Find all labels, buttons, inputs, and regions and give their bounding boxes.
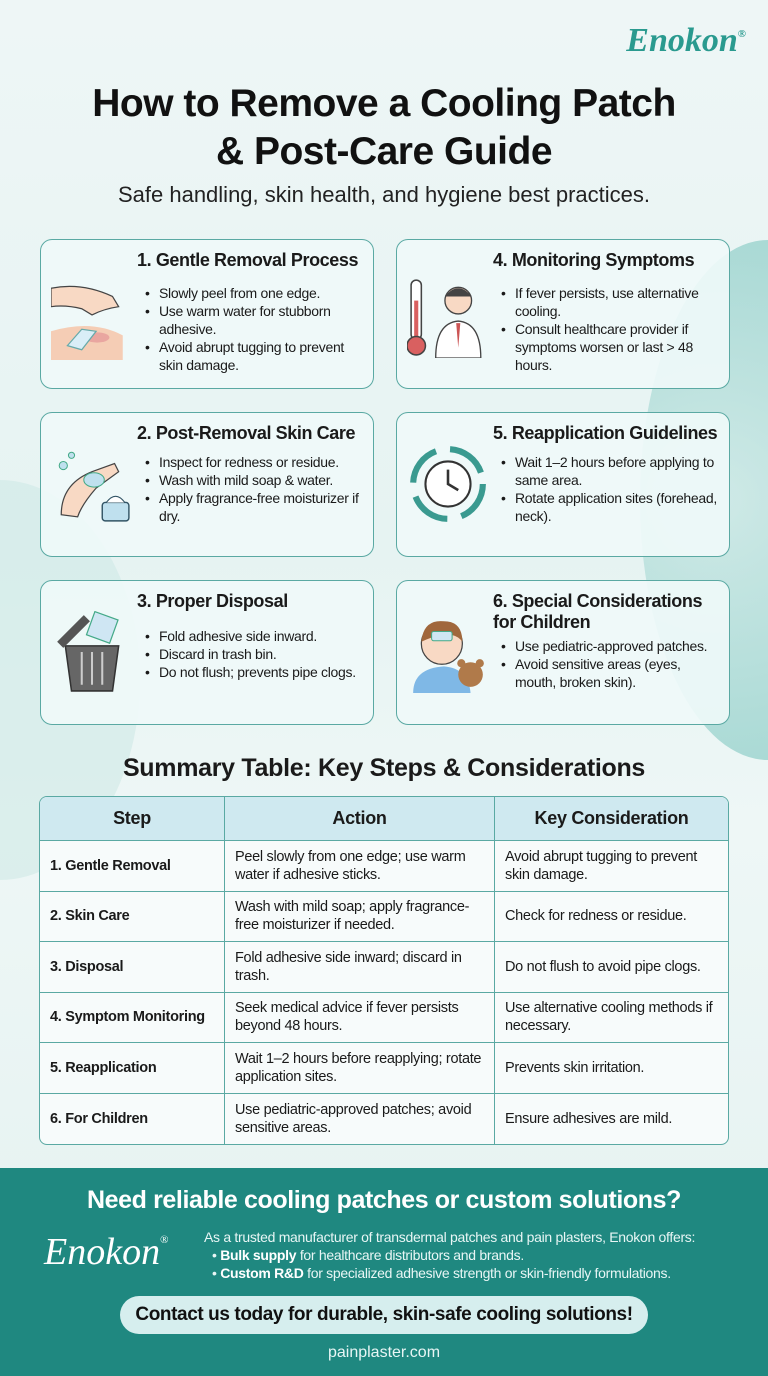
cell-action: Peel slowly from one edge; use warm water if adhesive sticks.: [225, 841, 495, 892]
table-row: [40, 942, 728, 993]
card-reapplication: [396, 412, 730, 557]
card-gentle-removal: [40, 239, 374, 389]
table-row: [40, 841, 728, 892]
bullet: • Avoid sensitive areas (eyes, mouth, broken skin).: [501, 655, 721, 691]
page-title: How to Remove a Cooling Patch & Post-Care Guide: [92, 82, 676, 173]
cell-consideration: Use alternative cooling methods if necessary.: [495, 993, 728, 1044]
cell-action: Seek medical advice if fever persists beyond 48 hours.: [225, 993, 495, 1044]
cell-consideration: Prevents skin irritation.: [495, 1043, 728, 1094]
cell-consideration: Check for redness or residue.: [495, 892, 728, 943]
footer-banner: [0, 1168, 768, 1376]
cell-step: 6. For Children: [40, 1094, 225, 1145]
card-title: 3. Proper Disposal: [137, 591, 288, 611]
bullet: • Discard in trash bin.: [145, 645, 365, 663]
summary-table: [39, 796, 729, 1145]
column-header: Key Consideration: [495, 797, 728, 841]
column-header: Step: [40, 797, 225, 841]
column-header: Action: [225, 797, 495, 841]
cell-action: Use pediatric-approved patches; avoid sensitive areas.: [225, 1094, 495, 1145]
hand-washing-icon: [51, 443, 133, 525]
bullet: • Use pediatric-approved patches.: [501, 637, 721, 655]
thermometer-doctor-icon: [407, 276, 489, 358]
card-children: [396, 580, 730, 725]
card-monitoring: [396, 239, 730, 389]
website-link[interactable]: painplaster.com: [327, 1344, 441, 1361]
card-skin-care: [40, 412, 374, 557]
bullet: • Wash with mild soap & water.: [145, 471, 365, 489]
cell-consideration: Do not flush to avoid pipe clogs.: [495, 942, 728, 993]
cell-consideration: Ensure adhesives are mild.: [505, 1110, 673, 1127]
card-title: 4. Monitoring Symptoms: [493, 250, 695, 270]
cell-consideration: Avoid abrupt tugging to prevent skin damage.: [495, 841, 728, 892]
hand-peeling-patch-icon: [51, 278, 133, 360]
card-title: 2. Post-Removal Skin Care: [137, 423, 356, 443]
footer-bullet: • Bulk supply for healthcare distributors and brands.: [212, 1247, 524, 1263]
bullet: • Do not flush; prevents pipe clogs.: [145, 663, 365, 681]
card-disposal: [40, 580, 374, 725]
bullet: • Wait 1–2 hours before applying to same area.: [501, 453, 721, 489]
table-title: Summary Table: Key Steps & Considerations: [122, 754, 646, 782]
bullet: • Avoid abrupt tugging to prevent skin damage.: [145, 338, 365, 374]
cell-step: 3. Disposal: [40, 942, 225, 993]
card-title: 6. Special Considerations for Children: [493, 591, 703, 632]
footer-bullet: • Custom R&D for specialized adhesive strength or skin-friendly formulations.: [212, 1265, 671, 1281]
footer-logo: Enokon®: [44, 1231, 169, 1273]
child-with-teddy-icon: [407, 611, 489, 693]
bullet: • Apply fragrance-free moisturizer if dry.: [145, 489, 365, 525]
subtitle: Safe handling, skin health, and hygiene best practices.: [117, 182, 651, 207]
bullet: • Fold adhesive side inward.: [145, 627, 365, 645]
cell-step: 2. Skin Care: [40, 892, 225, 943]
footer-question: Need reliable cooling patches or custom solutions?: [86, 1186, 681, 1214]
trash-bin-icon: [51, 611, 133, 693]
bullet: • Inspect for redness or residue.: [145, 453, 365, 471]
cell-step: 5. Reapplication: [40, 1043, 225, 1094]
bullet: • Consult healthcare provider if symptoms worsen or last > 48 hours.: [501, 320, 721, 374]
footer-text: [204, 1228, 744, 1282]
contact-cta-button[interactable]: Contact us today for durable, skin-safe cooling solutions!: [120, 1296, 648, 1334]
cell-step: 4. Symptom Monitoring: [40, 993, 225, 1044]
table-row: [40, 892, 728, 943]
cell-action: Wait 1–2 hours before reapplying; rotate application sites.: [225, 1043, 495, 1094]
footer-intro: As a trusted manufacturer of transdermal patches and pain plasters, Enokon offers:: [204, 1229, 696, 1245]
cell-step: 1. Gentle Removal: [40, 841, 225, 892]
bullet: • If fever persists, use alternative cooling.: [501, 284, 721, 320]
bullet: • Use warm water for stubborn adhesive.: [145, 302, 365, 338]
card-title: 5. Reapplication Guidelines: [493, 423, 718, 443]
cell-action: Wash with mild soap; apply fragrance-free moisturizer if needed.: [225, 892, 495, 943]
table-row: [40, 1094, 728, 1145]
bullet: • Rotate application sites (forehead, neck).: [501, 489, 721, 525]
cell-action: Fold adhesive side inward; discard in trash.: [225, 942, 495, 993]
clock-cycle-icon: [407, 443, 489, 525]
table-row: [40, 1043, 728, 1094]
brand-logo: Enokon®: [626, 22, 746, 59]
bullet: • Slowly peel from one edge.: [145, 284, 365, 302]
card-title: 1. Gentle Removal Process: [137, 250, 359, 270]
table-row: [40, 993, 728, 1044]
